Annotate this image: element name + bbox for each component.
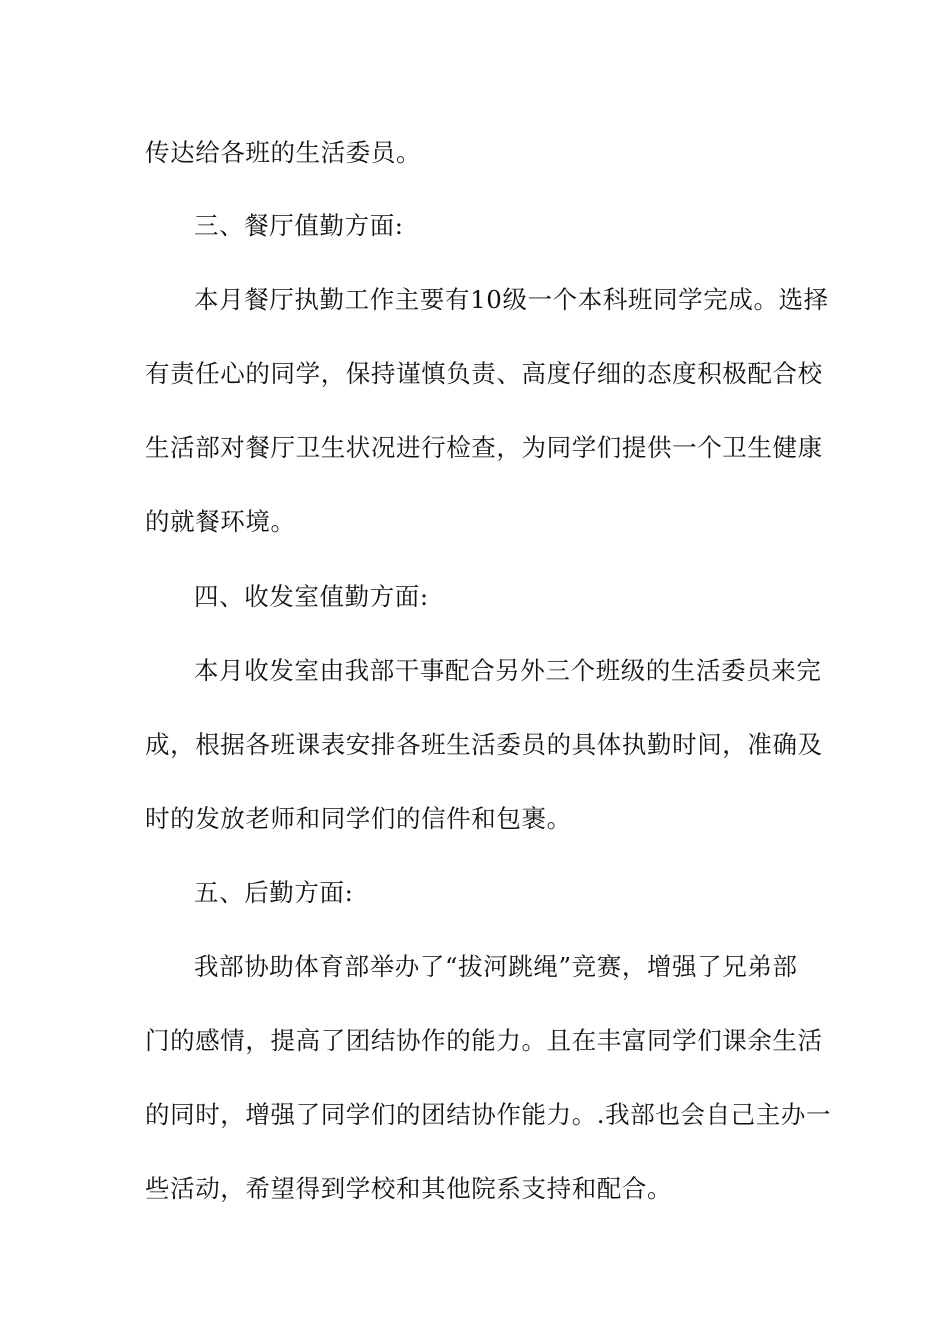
paragraph-line: 传达给各班的生活委员。 [145, 138, 422, 167]
paragraph-line: 本月餐厅执勤工作主要有10级一个本科班同学完成。选择 [194, 285, 829, 314]
paragraph-line: 有责任心的同学，保持谨慎负责、高度仔细的态度积极配合校 [145, 359, 823, 388]
paragraph-line: 我部协助体育部举办了“拔河跳绳”竞赛，增强了兄弟部 [194, 952, 798, 981]
section-heading: 四、收发室值勤方面: [194, 582, 429, 611]
paragraph-line: 本月收发室由我部干事配合另外三个班级的生活委员来完 [194, 656, 822, 685]
section-heading: 三、餐厅值勤方面: [194, 211, 404, 240]
paragraph-line: 的就餐环境。 [145, 507, 296, 536]
paragraph-line: 成，根据各班课表安排各班生活委员的具体执勤时间，准确及 [145, 730, 823, 759]
paragraph-line: 时的发放老师和同学们的信件和包裹。 [145, 804, 572, 833]
paragraph-line: 些活动，希望得到学校和其他院系支持和配合。 [145, 1174, 673, 1203]
section-heading: 五、后勤方面: [194, 878, 354, 907]
paragraph-line: 的同时，增强了同学们的团结协作能力。.我部也会自己主办一 [145, 1100, 832, 1129]
paragraph-line: 生活部对餐厅卫生状况进行检查，为同学们提供一个卫生健康 [145, 433, 823, 462]
paragraph-line: 门的感情，提高了团结协作的能力。且在丰富同学们课余生活 [145, 1026, 823, 1055]
